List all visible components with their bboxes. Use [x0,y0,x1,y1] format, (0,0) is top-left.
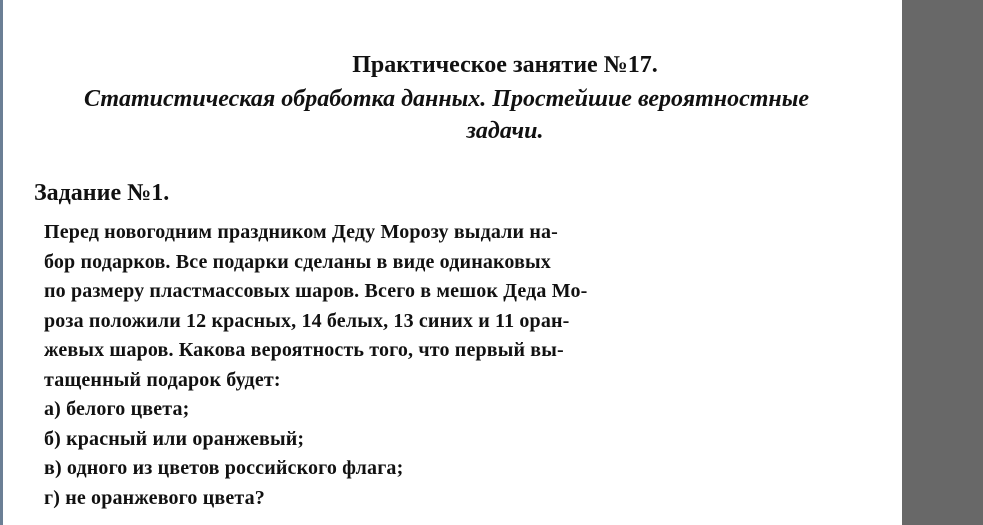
task-option-a: а) белого цвета; [44,398,190,420]
task-line: жевых шаров. Какова вероятность того, что первый вы- [44,339,564,361]
task-line: бор подарков. Все подарки сделаны в виде одинаковых [44,250,551,273]
task-option-c: в) одного из цветов российского флага; [44,457,404,479]
task-body [44,218,744,513]
task-line: по размеру пластмассовых шаров. Всего в мешок Деда Мо- [44,280,588,302]
document-subtitle-line-1: Статистическая обработка данных. Простейшие вероятностные [84,86,810,112]
task-option-d: г) не оранжевого цвета? [44,486,265,509]
task-heading: Задание №1. [34,180,170,206]
document-subtitle-line-2: задачи. [466,118,544,144]
task-line: роза положили 12 красных, 14 белых, 13 синих и 11 оран- [44,309,570,332]
side-panel [902,0,983,525]
task-line: тащенный подарок будет: [44,368,281,391]
task-line: Перед новогодним праздником Деду Морозу выдали на- [44,221,558,243]
task-option-b: б) красный или оранжевый; [44,427,305,450]
document-title: Практическое занятие №17. [352,52,658,78]
